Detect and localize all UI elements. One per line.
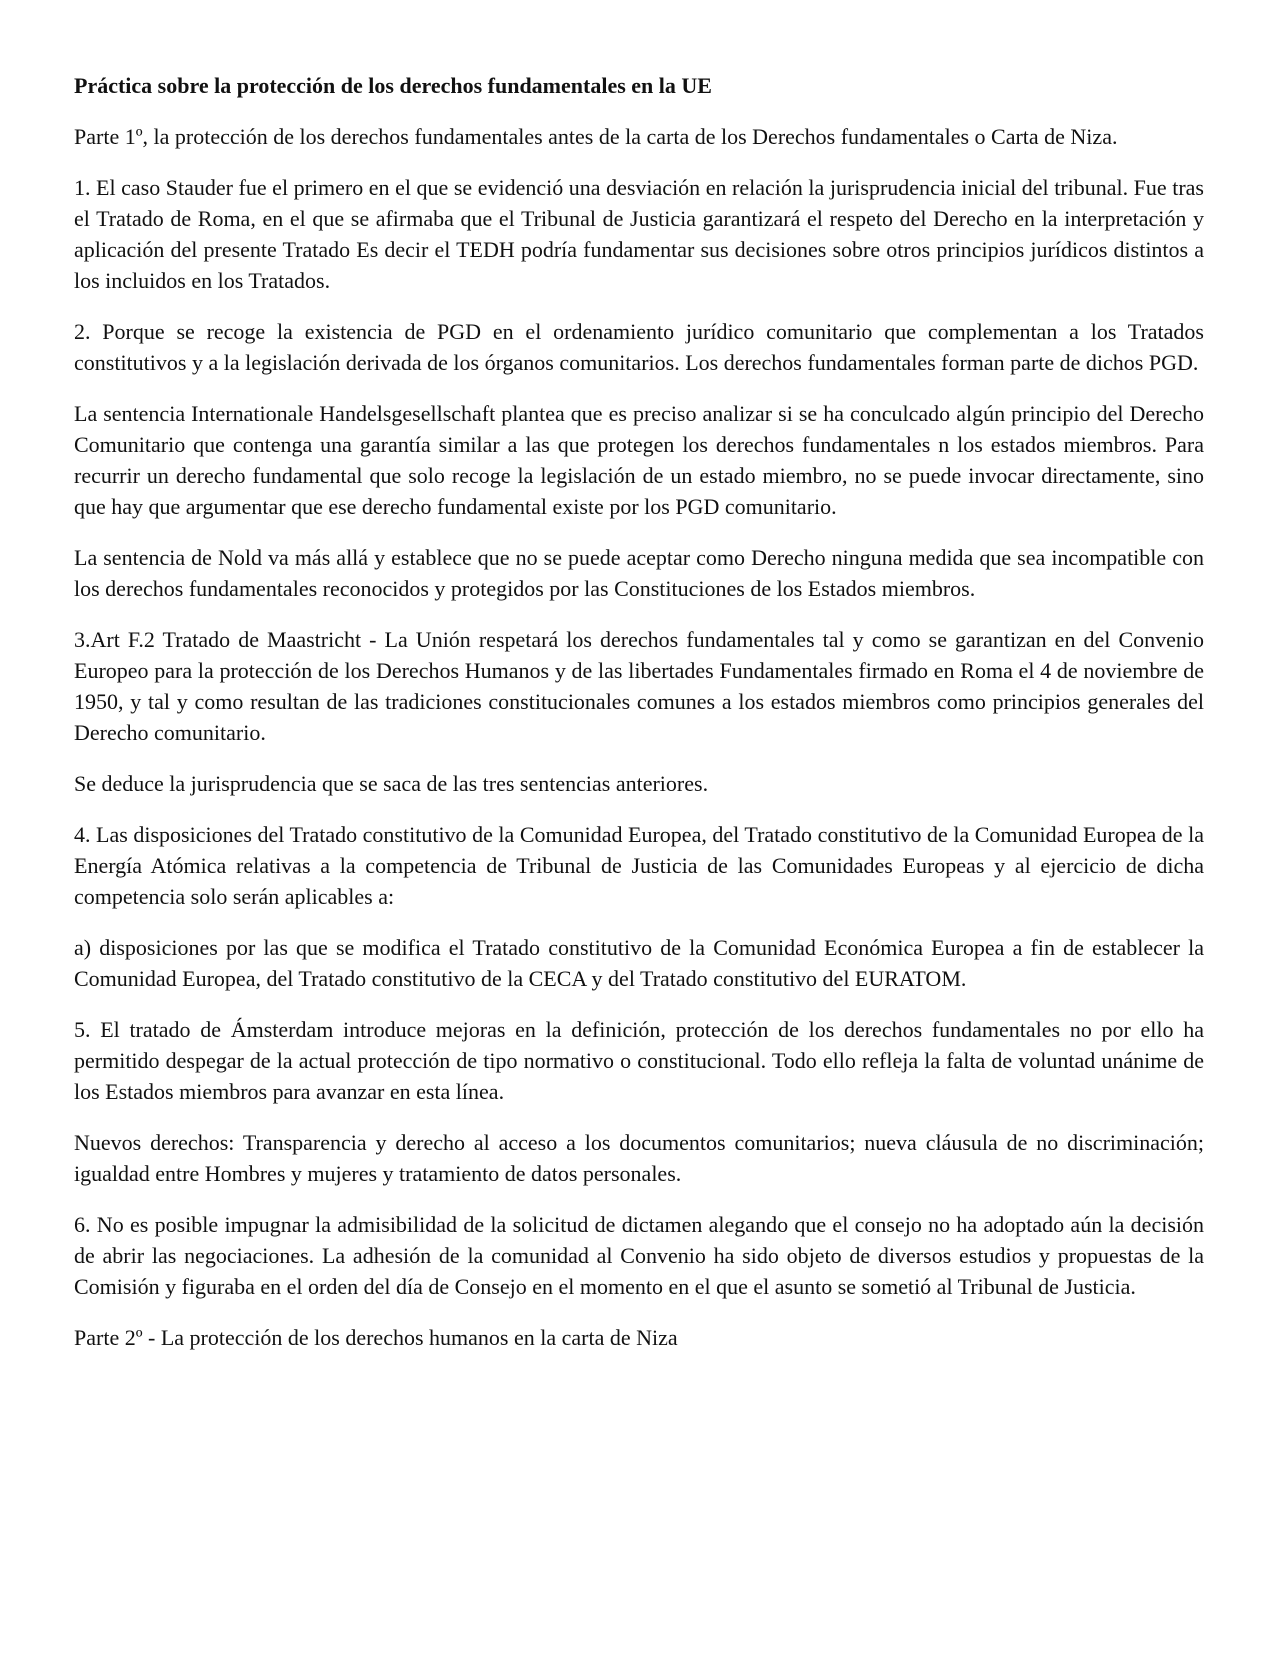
paragraph-2-pgd: 2. Porque se recoge la existencia de PGD en el ordenamiento jurídico comunitario que complementan a los Tratados constitutivos y a la legislación derivada de los órganos comunitarios. Los derechos fundamentales forman parte de dichos PGD. [74,319,1204,375]
paragraph-6-dictamen: 6. No es posible impugnar la admisibilidad de la solicitud de dictamen alegando que el consejo no ha adoptado aún la decisión de abrir las negociaciones. La adhesión de la comunidad al Convenio ha sido objeto de diversos estudios y propuestas de la Comisión y figuraba en el orden del día de Consejo en el momento en el que el asunto se sometió al Tribunal de Justicia. [74,1212,1204,1299]
paragraph-3-maastricht: 3.Art F.2 Tratado de Maastricht - La Unión respetará los derechos fundamentales tal y como se garantizan en del Convenio Europeo para la protección de los Derechos Humanos y de las libertades Fundamentales firmado en Roma el 4 de noviembre de 1950, y tal y como resultan de las tradiciones constitucionales comunes a los estados miembros como principios generales del Derecho comunitario. [74,627,1204,745]
paragraph-5-amsterdam: 5. El tratado de Ámsterdam introduce mejoras en la definición, protección de los derechos fundamentales no por ello ha permitido despegar de la actual protección de tipo normativo o constitucional. Todo ello refleja la falta de voluntad unánime de los Estados miembros para avanzar en esta línea. [74,1017,1204,1104]
paragraph-nuevos-derechos: Nuevos derechos: Transparencia y derecho al acceso a los documentos comunitarios; nueva cláusula de no discriminación; igualdad entre Hombres y mujeres y tratamiento de datos personales. [74,1130,1204,1186]
document-page [74,70,1204,1353]
paragraph-parte-2: Parte 2º - La protección de los derechos humanos en la carta de Niza [74,1325,678,1350]
paragraph-a-disposiciones: a) disposiciones por las que se modifica el Tratado constitutivo de la Comunidad Económica Europea a fin de establecer la Comunidad Europea, del Tratado constitutivo de la CECA y del Tratado constitutivo del EURATOM. [74,935,1204,991]
paragraph-jurisprudencia: Se deduce la jurisprudencia que se saca de las tres sentencias anteriores. [74,771,709,796]
document-title: Práctica sobre la protección de los derechos fundamentales en la UE [74,73,712,98]
paragraph-parte-1: Parte 1º, la protección de los derechos fundamentales antes de la carta de los Derechos fundamentales o Carta de Niza. [74,124,1118,149]
paragraph-4-disposiciones: 4. Las disposiciones del Tratado constitutivo de la Comunidad Europea, del Tratado constitutivo de la Comunidad Europea de la Energía Atómica relativas a la competencia de Tribunal de Justicia de las Comunidades Europeas y al ejercicio de dicha competencia solo serán aplicables a: [74,822,1204,909]
paragraph-handelsgesellschaft: La sentencia Internationale Handelsgesellschaft plantea que es preciso analizar si se ha conculcado algún principio del Derecho Comunitario que contenga una garantía similar a las que protegen los derechos fundamentales n los estados miembros. Para recurrir un derecho fundamental que solo recoge la legislación de un estado miembro, no se puede invocar directamente, sino que hay que argumentar que ese derecho fundamental existe por los PGD comunitario. [74,401,1204,519]
paragraph-1-stauder: 1. El caso Stauder fue el primero en el que se evidenció una desviación en relación la jurisprudencia inicial del tribunal. Fue tras el Tratado de Roma, en el que se afirmaba que el Tribunal de Justicia garantizará el respeto del Derecho en la interpretación y aplicación del presente Tratado Es decir el TEDH podría fundamentar sus decisiones sobre otros principios jurídicos distintos a los incluidos en los Tratados. [74,175,1204,293]
paragraph-nold: La sentencia de Nold va más allá y establece que no se puede aceptar como Derecho ninguna medida que sea incompatible con los derechos fundamentales reconocidos y protegidos por las Constituciones de los Estados miembros. [74,545,1204,601]
